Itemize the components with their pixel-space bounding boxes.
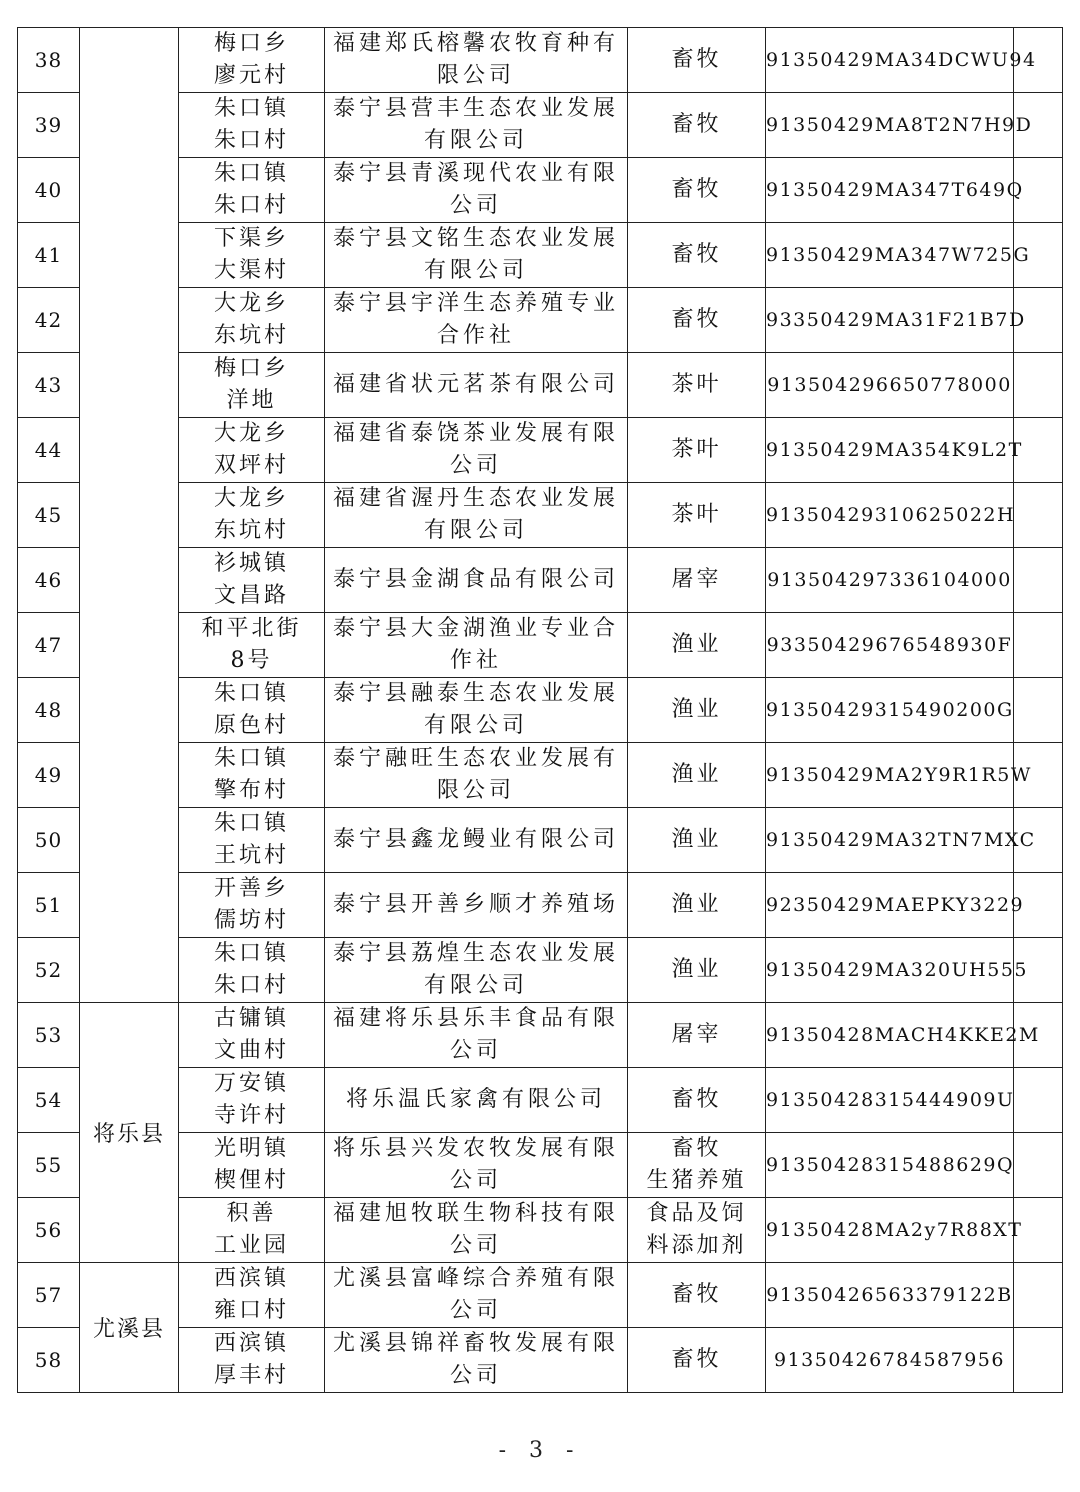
cell-line: 下渠乡 [213,226,289,251]
industry-cell [628,808,766,873]
cell-line: 洋地 [226,388,277,413]
cell-line: 和平北街 [201,616,302,641]
company-name-cell: 将乐温氏家禽有限公司 [325,1068,628,1133]
location-cell [179,223,325,288]
row-number: 48 [18,678,80,743]
location-cell [179,158,325,223]
credit-code-cell: 913504296650778000 [766,353,1014,418]
credit-code-cell: 91350426563379122B [766,1263,1014,1328]
industry-cell [628,353,766,418]
cell-line: 大龙乡 [213,291,289,316]
table-row [18,1003,1063,1068]
cell-line: 屠宰 [671,567,722,592]
company-name-cell: 泰宁县宇洋生态养殖专业合作社 [325,288,628,353]
location-cell [179,93,325,158]
empty-cell [1014,1263,1063,1328]
cell-line: 东坑村 [213,323,289,348]
location-cell [179,1328,325,1393]
page-number: - 3 - [498,1438,582,1463]
company-name-cell: 泰宁县荔煌生态农业发展有限公司 [325,938,628,1003]
industry-cell [628,288,766,353]
company-name-cell: 福建省状元茗茶有限公司 [325,353,628,418]
row-number: 50 [18,808,80,873]
cell-line: 渔业 [671,957,722,982]
row-number: 52 [18,938,80,1003]
location-cell [179,873,325,938]
credit-code-cell: 91350429315490200G [766,678,1014,743]
credit-code-cell: 91350429MA320UH555 [766,938,1014,1003]
row-number: 41 [18,223,80,288]
location-cell [179,288,325,353]
credit-code-cell: 913504297336104000 [766,548,1014,613]
row-number: 39 [18,93,80,158]
cell-line: 屠宰 [671,1022,722,1047]
credit-code-cell: 91350428315444909U [766,1068,1014,1133]
cell-line: 王坑村 [213,843,289,868]
row-number: 55 [18,1133,80,1198]
credit-code-cell: 91350429MA34DCWU94 [766,28,1014,93]
row-number: 43 [18,353,80,418]
row-number: 46 [18,548,80,613]
cell-line: 开善乡 [213,876,289,901]
row-number: 54 [18,1068,80,1133]
row-number: 47 [18,613,80,678]
industry-cell [628,613,766,678]
enterprise-table [17,27,1063,1393]
empty-cell [1014,483,1063,548]
industry-cell [628,93,766,158]
cell-line: 雍口村 [213,1298,289,1323]
credit-code-cell: 91350428315488629Q [766,1133,1014,1198]
location-cell [179,808,325,873]
cell-line: 畜牧 [671,1347,722,1372]
industry-cell [628,418,766,483]
row-number: 38 [18,28,80,93]
cell-line: 大龙乡 [213,421,289,446]
cell-line: 古镛镇 [213,1006,289,1031]
cell-line: 渔业 [671,892,722,917]
table-body [18,28,1063,1393]
location-cell [179,418,325,483]
cell-line: 8号 [230,648,273,673]
row-number: 49 [18,743,80,808]
company-name-cell: 泰宁县青溪现代农业有限公司 [325,158,628,223]
cell-line: 畜牧 [671,112,722,137]
location-cell [179,28,325,93]
company-name-cell: 泰宁县融泰生态农业发展有限公司 [325,678,628,743]
company-name-cell: 尤溪县富峰综合养殖有限公司 [325,1263,628,1328]
location-cell [179,743,325,808]
cell-line: 渔业 [671,632,722,657]
cell-line: 畜牧 [671,307,722,332]
cell-line: 朱口村 [213,973,289,998]
location-cell [179,613,325,678]
company-name-cell: 泰宁县鑫龙鳗业有限公司 [325,808,628,873]
cell-line: 朱口村 [213,128,289,153]
company-name-cell: 福建省泰饶茶业发展有限公司 [325,418,628,483]
row-number: 44 [18,418,80,483]
cell-line: 文曲村 [213,1038,289,1063]
location-cell [179,1003,325,1068]
credit-code-cell: 91350429MA354K9L2T [766,418,1014,483]
county-cell: 尤溪县 [80,1263,179,1393]
row-number: 51 [18,873,80,938]
credit-code-cell: 91350426784587956 [766,1328,1014,1393]
cell-line: 楔俚村 [213,1168,289,1193]
company-name-cell: 泰宁融旺生态农业发展有限公司 [325,743,628,808]
company-name-cell: 福建旭牧联生物科技有限公司 [325,1198,628,1263]
location-cell [179,1198,325,1263]
location-cell [179,548,325,613]
cell-line: 食品及饲 [646,1201,747,1226]
cell-line: 朱口镇 [213,161,289,186]
credit-code-cell: 91350428MA2y7R88XT [766,1198,1014,1263]
cell-line: 万安镇 [213,1071,289,1096]
cell-line: 畜牧 [671,47,722,72]
company-name-cell: 将乐县兴发农牧发展有限公司 [325,1133,628,1198]
location-cell [179,483,325,548]
cell-line: 渔业 [671,827,722,852]
cell-line: 朱口镇 [213,811,289,836]
company-name-cell: 福建将乐县乐丰食品有限公司 [325,1003,628,1068]
credit-code-cell: 91350428MACH4KKE2M [766,1003,1014,1068]
cell-line: 茶叶 [671,437,722,462]
empty-cell [1014,613,1063,678]
credit-code-cell: 91350429MA8T2N7H9D [766,93,1014,158]
company-name-cell: 泰宁县营丰生态农业发展有限公司 [325,93,628,158]
industry-cell [628,1328,766,1393]
row-number: 40 [18,158,80,223]
cell-line: 朱口镇 [213,96,289,121]
cell-line: 朱口村 [213,193,289,218]
cell-line: 茶叶 [671,372,722,397]
industry-cell [628,223,766,288]
cell-line: 渔业 [671,762,722,787]
cell-line: 畜牧 [671,177,722,202]
industry-cell [628,28,766,93]
cell-line: 工业园 [213,1233,289,1258]
company-name-cell: 泰宁县大金湖渔业专业合作社 [325,613,628,678]
cell-line: 梅口乡 [213,356,289,381]
credit-code-cell: 91350429MA32TN7MXC [766,808,1014,873]
empty-cell [1014,353,1063,418]
row-number: 45 [18,483,80,548]
row-number: 57 [18,1263,80,1328]
location-cell [179,353,325,418]
county-cell: 将乐县 [80,1003,179,1263]
cell-line: 大龙乡 [213,486,289,511]
cell-line: 双坪村 [213,453,289,478]
cell-line: 擎布村 [213,778,289,803]
cell-line: 畜牧 [671,1282,722,1307]
cell-line: 廖元村 [213,63,289,88]
industry-cell [628,1263,766,1328]
row-number: 53 [18,1003,80,1068]
cell-line: 原色村 [213,713,289,738]
cell-line: 西滨镇 [213,1266,289,1291]
industry-cell [628,548,766,613]
cell-line: 大渠村 [213,258,289,283]
cell-line: 畜牧 [671,1087,722,1112]
industry-cell [628,1133,766,1198]
cell-line: 料添加剂 [646,1233,747,1258]
industry-cell [628,1068,766,1133]
table-row [18,1263,1063,1328]
cell-line: 光明镇 [213,1136,289,1161]
table-row [18,28,1063,93]
cell-line: 茶叶 [671,502,722,527]
industry-cell [628,1003,766,1068]
cell-line: 朱口镇 [213,941,289,966]
empty-cell [1014,678,1063,743]
cell-line: 梅口乡 [213,31,289,56]
county-cell [80,28,179,1003]
cell-line: 西滨镇 [213,1331,289,1356]
company-name-cell: 福建省渥丹生态农业发展有限公司 [325,483,628,548]
row-number: 42 [18,288,80,353]
cell-line: 畜牧 [671,242,722,267]
row-number: 56 [18,1198,80,1263]
empty-cell [1014,1328,1063,1393]
empty-cell [1014,1068,1063,1133]
credit-code-cell: 91350429MA347T649Q [766,158,1014,223]
industry-cell [628,938,766,1003]
location-cell [179,1133,325,1198]
location-cell [179,938,325,1003]
row-number: 58 [18,1328,80,1393]
company-name-cell: 尤溪县锦祥畜牧发展有限公司 [325,1328,628,1393]
cell-line: 东坑村 [213,518,289,543]
industry-cell [628,743,766,808]
credit-code-cell: 91350429MA2Y9R1R5W [766,743,1014,808]
empty-cell [1014,548,1063,613]
location-cell [179,1263,325,1328]
company-name-cell: 泰宁县文铭生态农业发展有限公司 [325,223,628,288]
location-cell [179,1068,325,1133]
cell-line: 积善 [226,1201,277,1226]
company-name-cell: 泰宁县开善乡顺才养殖场 [325,873,628,938]
company-name-cell: 泰宁县金湖食品有限公司 [325,548,628,613]
cell-line: 畜牧 [671,1136,722,1161]
industry-cell [628,678,766,743]
cell-line: 朱口镇 [213,681,289,706]
cell-line: 儒坊村 [213,908,289,933]
cell-line: 朱口镇 [213,746,289,771]
credit-code-cell: 91350429MA347W725G [766,223,1014,288]
credit-code-cell: 92350429MAEPKY3229 [766,873,1014,938]
credit-code-cell: 93350429676548930F [766,613,1014,678]
cell-line: 文昌路 [213,583,289,608]
industry-cell [628,483,766,548]
empty-cell [1014,1133,1063,1198]
industry-cell [628,873,766,938]
location-cell [179,678,325,743]
cell-line: 渔业 [671,697,722,722]
company-name-cell: 福建郑氏榕馨农牧育种有限公司 [325,28,628,93]
industry-cell [628,1198,766,1263]
cell-line: 寺许村 [213,1103,289,1128]
cell-line: 衫城镇 [213,551,289,576]
credit-code-cell: 93350429MA31F21B7D [766,288,1014,353]
cell-line: 生猪养殖 [646,1168,747,1193]
cell-line: 厚丰村 [213,1363,289,1388]
industry-cell [628,158,766,223]
credit-code-cell: 91350429310625022H [766,483,1014,548]
